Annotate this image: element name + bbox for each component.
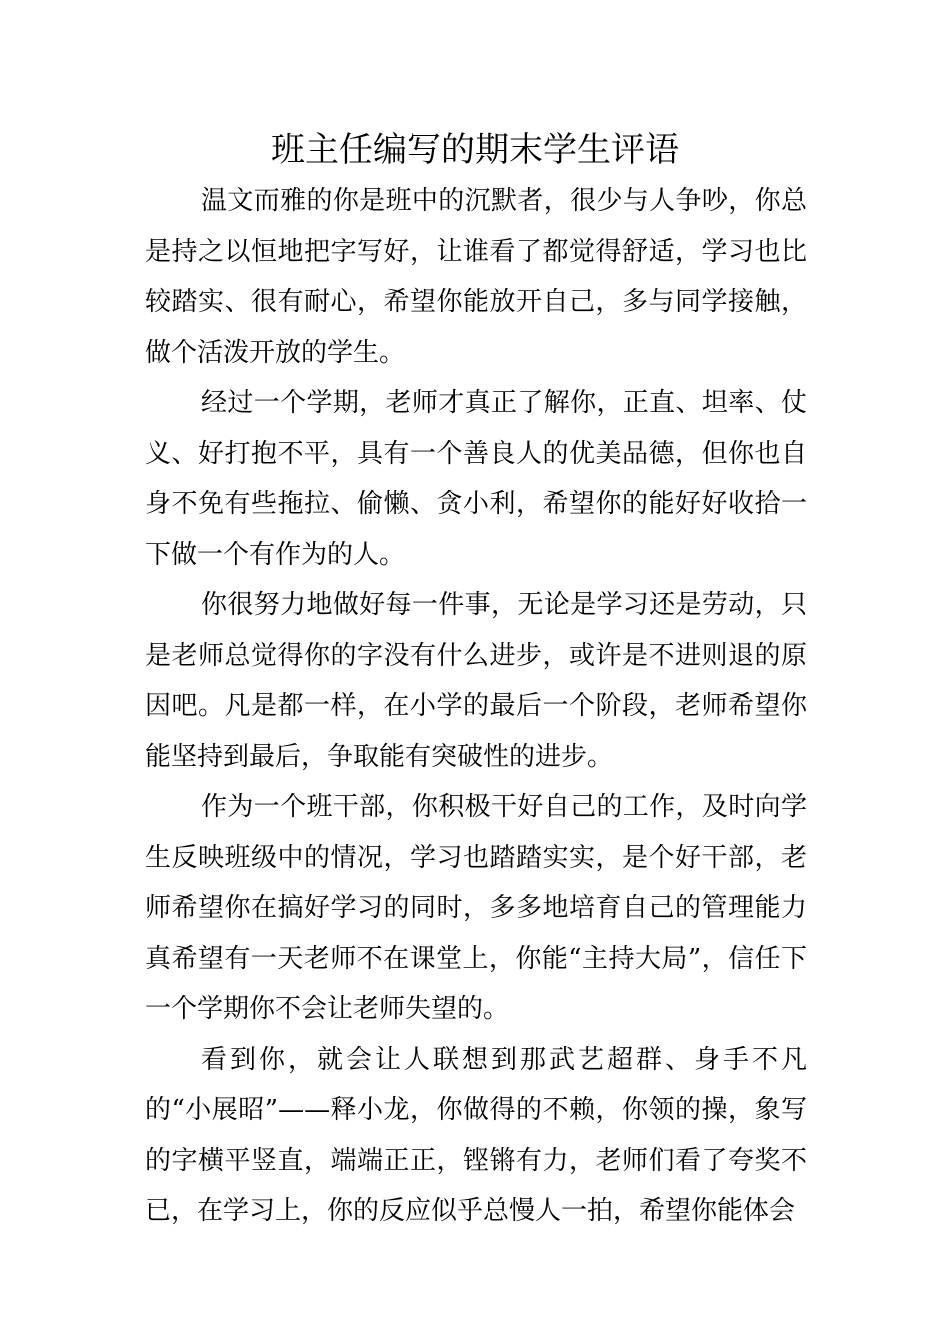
paragraph: 作为一个班干部，你积极干好自己的工作，及时向学生反映班级中的情况，学习也踏踏实实，是个好干部，老师希望你在搞好学习的同时，多多地培育自己的管理能力真希望有一天老师不在课堂上，你能“主持大局”，信任下一个学期你不会让老师失望的。 xyxy=(145,792,807,1024)
paragraph: 你很努力地做好每一件事，无论是学习还是劳动，只是老师总觉得你的字没有什么进步，或许是不进则退的原因吧。凡是都一样，在小学的最后一个阶段，老师希望你能坚持到最后，争取能有突破性的进步。 xyxy=(145,590,807,772)
document-body xyxy=(145,176,807,1237)
paragraph: 经过一个学期，老师才真正了解你，正直、坦率、仗义、好打抱不平，具有一个善良人的优美品德，但你也自身不免有些拖拉、偷懒、贪小利，希望你的能好好收拾一下做一个有作为的人。 xyxy=(145,388,807,570)
paragraph: 看到你，就会让人联想到那武艺超群、身手不凡的“小展昭”——释小龙，你做得的不赖，你领的操，象写的字横平竖直，端端正正，铿锵有力，老师们看了夸奖不已，在学习上，你的反应似乎总慢人一拍，希望你能体会 xyxy=(145,1044,807,1226)
document-title: 班主任编写的期末学生评语 xyxy=(271,130,679,170)
paragraph: 温文而雅的你是班中的沉默者，很少与人争吵，你总是持之以恒地把字写好，让谁看了都觉得舒适，学习也比较踏实、很有耐心，希望你能放开自己，多与同学接触，做个活泼开放的学生。 xyxy=(145,186,807,368)
